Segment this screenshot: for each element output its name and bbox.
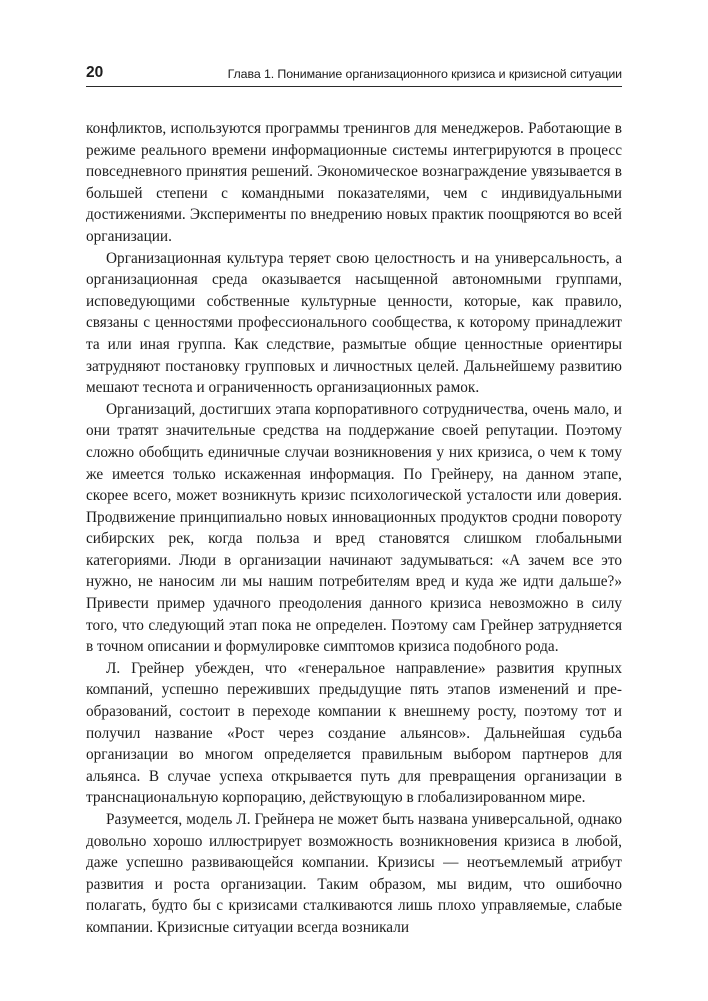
paragraph: Л. Грейнер убежден, что «генеральное направление» развития крупных компаний, успешно переживших предыдущие пять этапов изменений и преобразований, состоит в переходе компании к внешнему росту, поэтому тот и получил название «Рост через создание альянсов». Дальнейшая судьба организации во многом определяется правильным выбором партнеров для альянса. В случае успеха открывается путь для превращения организации в транснациональную корпорацию, действующую в глобализированном мире. [86,659,622,807]
body-text [86,118,622,939]
page-number: 20 [86,64,104,81]
paragraph: Организаций, достигших этапа корпоративного сотрудничества, очень мало, и они тратят значительные средства на поддержание своей репутации. Поэтому сложно обобщить единичные случаи возникновения у них кризиса, о чем к тому же имеется только искаженная информация. По Грейнеру, на данном этапе, скорее всего, может возникнуть кризис психологической усталости или доверия. Продвижение принципиально новых инновационных продуктов сродни повороту сибирских рек, когда польза и вред становятся слишком глобальными категориями. Люди в организации начинают задумываться: «А зачем все это нужно, не наносим ли мы нашим потребителям вред и куда же идти дальше?» Привести пример удачного преодоления данного кризиса невозможно в силу того, что следующий этап пока не определен. Поэтому сам Грейнер затрудняется в точном описании и формулировке симптомов кризиса подобного рода. [86,400,622,656]
running-header [86,64,622,87]
paragraph: Разумеется, модель Л. Грейнера не может быть названа универсальной, однако довольно хорошо иллюстрирует возможность возникновения кризиса в любой, даже успешно развивающейся компании. Кризисы — неотъемлемый атрибут развития и роста организации. Таким образом, мы видим, что ошибочно полагать, будто бы с кризисами сталкиваются лишь плохо управляемые, слабые компании. Кризисные ситуации всегда возникали [86,811,622,936]
paragraph: Организационная культура теряет свою целостность и на универсальность, а организационная среда оказывается насыщенной автономными группами, исповедующими собственные культурные ценности, которые, как правило, связаны с ценностями профессионального сообщества, к которому принадлежит та или иная группа. Как следствие, размытые общие ценностные ориентиры затрудняют постановку групповых и личностных целей. Дальнейшему развитию мешают теснота и ограниченность организационных рамок. [86,249,622,397]
chapter-title: Глава 1. Понимание организационного кризиса и кризисной ситуации [227,67,622,81]
paragraph-continuation: конфликтов, используются программы тренингов для менеджеров. Работающие в режиме реального времени информационные системы интегрируются в процесс повседневного принятия решений. Экономическое вознаграждение увязывается в большей степени с командными показателями, чем с индивидуальными достижениями. Эксперименты по внедрению новых практик поощряются во всей организации. [86,120,622,245]
